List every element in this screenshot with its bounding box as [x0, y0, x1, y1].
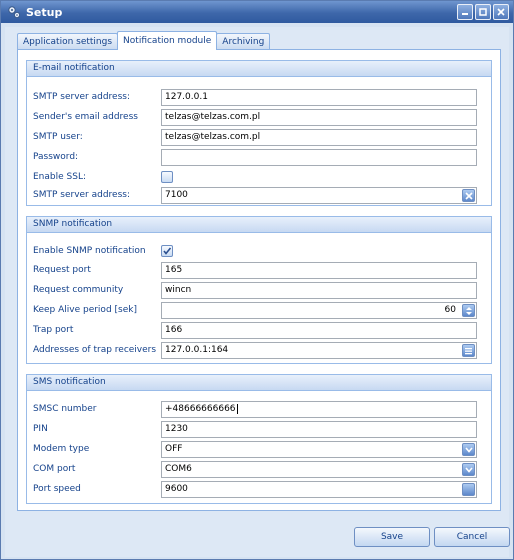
tab-archiving[interactable]: Archiving — [216, 33, 270, 50]
modem-dropdown-button[interactable] — [462, 443, 475, 456]
smsc-number-label: SMSC number — [33, 404, 97, 414]
tab-notification-module[interactable]: Notification module — [117, 31, 217, 50]
port-speed-select[interactable] — [161, 481, 477, 498]
maximize-button[interactable] — [475, 4, 491, 20]
minimize-icon — [461, 8, 469, 16]
chevron-down-icon — [465, 447, 473, 453]
com-dropdown-button[interactable] — [462, 463, 475, 476]
client-area — [5, 27, 509, 557]
snmp-notification-group — [26, 216, 492, 364]
keepalive-value: 60 — [444, 305, 456, 315]
chevron-down-icon — [465, 467, 473, 473]
modem-type-value: OFF — [165, 444, 183, 454]
notification-module-panel — [17, 49, 501, 511]
enable-snmp-checkbox[interactable] — [161, 245, 173, 257]
maximize-icon — [479, 8, 487, 16]
keepalive-label: Keep Alive period [sek] — [33, 305, 137, 315]
enable-ssl-checkbox[interactable] — [161, 171, 173, 183]
com-port-select[interactable] — [161, 461, 477, 478]
sms-group-header: SMS notification — [27, 375, 491, 391]
settings-gears-icon — [7, 5, 21, 19]
clear-icon — [465, 192, 473, 200]
modem-type-select[interactable] — [161, 441, 477, 458]
trap-port-input[interactable]: 166 — [161, 322, 477, 339]
check-icon — [162, 246, 172, 256]
smtp-port-label: SMTP server address: — [33, 190, 131, 200]
snmp-group-header: SNMP notification — [27, 217, 491, 233]
smtp-server-address-label: SMTP server address: — [33, 92, 131, 102]
close-icon — [497, 8, 505, 16]
smtp-server-address-input[interactable]: 127.0.0.1 — [161, 89, 477, 106]
cancel-button[interactable]: Cancel — [434, 527, 510, 547]
password-label: Password: — [33, 152, 79, 162]
request-port-label: Request port — [33, 265, 91, 275]
password-input[interactable] — [161, 149, 477, 166]
close-button[interactable] — [493, 4, 509, 20]
email-notification-group — [26, 60, 492, 206]
smsc-number-value: +48666666666 — [165, 404, 236, 414]
title-bar[interactable] — [1, 1, 513, 23]
text-cursor — [237, 404, 238, 414]
trap-receivers-input[interactable] — [161, 342, 477, 359]
email-group-header: E-mail notification — [27, 61, 491, 77]
clear-button[interactable] — [462, 189, 475, 202]
port-speed-value: 9600 — [165, 484, 188, 494]
tab-application-settings[interactable]: Application settings — [17, 33, 118, 50]
smtp-user-input[interactable]: telzas@telzas.com.pl — [161, 129, 477, 146]
enable-snmp-label: Enable SNMP notification — [33, 246, 146, 256]
list-icon — [464, 347, 473, 355]
enable-ssl-label: Enable SSL: — [33, 172, 86, 182]
trap-port-label: Trap port — [33, 325, 74, 335]
sender-email-label: Sender's email address — [33, 112, 138, 122]
spin-updown-icon — [465, 306, 473, 316]
pin-input[interactable]: 1230 — [161, 421, 477, 438]
window-title: Setup — [26, 5, 63, 19]
modem-type-label: Modem type — [33, 444, 90, 454]
smtp-user-label: SMTP user: — [33, 132, 83, 142]
port-speed-label: Port speed — [33, 484, 81, 494]
sms-notification-group — [26, 374, 492, 504]
minimize-button[interactable] — [457, 4, 473, 20]
smtp-port-value: 7100 — [165, 190, 188, 200]
com-port-label: COM port — [33, 464, 76, 474]
com-port-value: COM6 — [165, 464, 192, 474]
request-community-input[interactable]: wincn — [161, 282, 477, 299]
sender-email-input[interactable]: telzas@telzas.com.pl — [161, 109, 477, 126]
speed-dropdown-button[interactable] — [462, 483, 475, 496]
smtp-port-input[interactable] — [161, 187, 477, 204]
tab-strip — [17, 33, 269, 50]
smsc-number-input[interactable] — [161, 401, 477, 418]
request-port-input[interactable]: 165 — [161, 262, 477, 279]
pin-label: PIN — [33, 424, 48, 434]
list-edit-button[interactable] — [462, 344, 475, 357]
save-button[interactable]: Save — [354, 527, 430, 547]
keepalive-spinner[interactable] — [161, 302, 477, 319]
trap-receivers-value: 127.0.0.1:164 — [165, 345, 229, 355]
request-community-label: Request community — [33, 285, 124, 295]
spin-button[interactable] — [462, 304, 475, 317]
trap-receivers-label: Addresses of trap receivers — [33, 345, 157, 355]
